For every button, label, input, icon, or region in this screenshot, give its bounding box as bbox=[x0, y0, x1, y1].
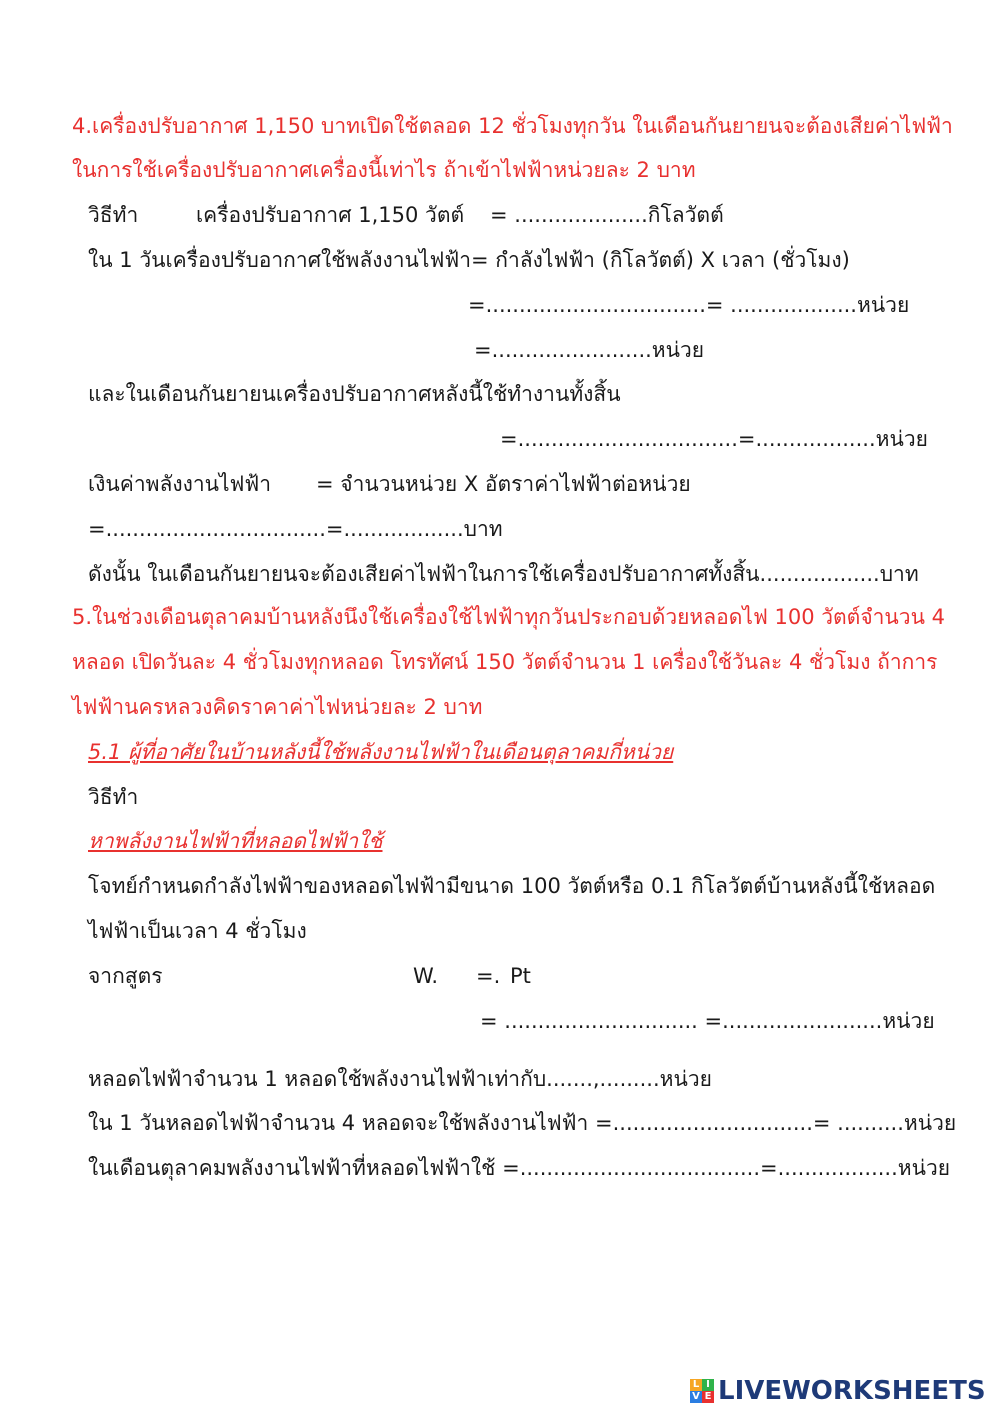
q5-formula-pt: Pt bbox=[510, 964, 531, 988]
q5-month-bulbs[interactable]: ในเดือนตุลาคมพลังงานไฟฟ้าที่หลอดไฟฟ้าใช้ =....................................=..................หน่วย bbox=[88, 1156, 951, 1180]
q4-daily-formula: ใน 1 วันเครื่องปรับอากาศใช้พลังงานไฟฟ้า= กำลังไฟฟ้า (กิโลวัตต์) X เวลา (ชั่วโมง) bbox=[88, 248, 850, 272]
q5-given-line2: ไฟฟ้าเป็นเวลา 4 ชั่วโมง bbox=[88, 919, 307, 943]
q4-month-calc[interactable]: =.................................=..................หน่วย bbox=[500, 427, 928, 451]
q5-formula-eq: =. bbox=[476, 964, 501, 988]
q5-method-label: วิธีทำ bbox=[88, 785, 139, 809]
q5-question-line2: หลอด เปิดวันละ 4 ชั่วโมงทุกหลอด โทรทัศน์ 150 วัตต์จำนวน 1 เครื่องใช้วันละ 4 ชั่วโมง ถ้าการ bbox=[72, 650, 938, 674]
q4-month-text: และในเดือนกันยายนเครื่องปรับอากาศหลังนี้ใช้ทำงานทั้งสิ้น bbox=[88, 382, 621, 406]
q4-method-label: วิธีทำ bbox=[88, 203, 139, 227]
q4-cost-calc[interactable]: =.................................=..................บาท bbox=[88, 517, 503, 541]
q5-question-line1: 5.ในช่วงเดือนตุลาคมบ้านหลังนึงใช้เครื่องใช้ไฟฟ้าทุกวันประกอบด้วยหลอดไฟ 100 วัตต์จำนวน 4 bbox=[72, 605, 945, 629]
logo-mark-e: E bbox=[702, 1391, 714, 1403]
q5-bulb-heading: หาพลังงานไฟฟ้าที่หลอดไฟฟ้าใช้ bbox=[88, 829, 383, 853]
q5-one-bulb[interactable]: หลอดไฟฟ้าจำนวน 1 หลอดใช้พลังงานไฟฟ้าเท่ากับ.......,.........หน่วย bbox=[88, 1067, 712, 1091]
q4-ac-power-answer[interactable]: = ....................กิโลวัตต์ bbox=[490, 203, 724, 227]
q5-four-bulbs[interactable]: ใน 1 วันหลอดไฟฟ้าจำนวน 4 หลอดจะใช้พลังงานไฟฟ้า =..............................= ..........หน่วย bbox=[88, 1111, 957, 1135]
q5-given-line1: โจทย์กำหนดกำลังไฟฟ้าของหลอดไฟฟ้ามีขนาด 100 วัตต์หรือ 0.1 กิโลวัตต์บ้านหลังนี้ใช้หลอด bbox=[88, 874, 936, 898]
liveworksheets-logo-icon bbox=[690, 1379, 714, 1403]
q4-question-line1: 4.เครื่องปรับอากาศ 1,150 บาทเปิดใช้ตลอด 12 ชั่วโมงทุกวัน ในเดือนกันยายนจะต้องเสียค่าไฟฟ้า bbox=[72, 114, 953, 138]
q5-formula-label: จากสูตร bbox=[88, 964, 163, 988]
q4-daily-calc-1[interactable]: =.................................= ...................หน่วย bbox=[468, 293, 910, 317]
logo-mark-i: I bbox=[702, 1379, 714, 1391]
q4-daily-calc-2[interactable]: =........................หน่วย bbox=[474, 338, 705, 362]
q4-cost-formula: = จำนวนหน่วย X อัตราค่าไฟฟ้าต่อหน่วย bbox=[316, 472, 691, 496]
logo-mark-v: V bbox=[690, 1391, 702, 1403]
q4-cost-label: เงินค่าพลังงานไฟฟ้า bbox=[88, 472, 272, 496]
q4-ac-power: เครื่องปรับอากาศ 1,150 วัตต์ bbox=[196, 203, 465, 227]
q5-sub-heading: 5.1 ผู้ที่อาศัยในบ้านหลังนี้ใช้พลังงานไฟฟ้าในเดือนตุลาคมกี่หน่วย bbox=[88, 740, 674, 764]
q5-formula-calc[interactable]: = ............................. =........................หน่วย bbox=[480, 1009, 935, 1033]
q5-question-line3: ไฟฟ้านครหลวงคิดราคาค่าไฟหน่วยละ 2 บาท bbox=[72, 695, 483, 719]
liveworksheets-logo bbox=[690, 1374, 986, 1408]
q5-formula-w: W. bbox=[413, 964, 439, 988]
q4-question-line2: ในการใช้เครื่องปรับอากาศเครื่องนี้เท่าไร ถ้าเข้าไฟฟ้าหน่วยละ 2 บาท bbox=[72, 158, 696, 182]
q4-conclusion[interactable]: ดังนั้น ในเดือนกันยายนจะต้องเสียค่าไฟฟ้าในการใช้เครื่องปรับอากาศทั้งสิ้น..................บาท bbox=[88, 562, 919, 586]
logo-mark-l: L bbox=[690, 1379, 702, 1391]
logo-text: LIVEWORKSHEETS bbox=[718, 1376, 986, 1406]
